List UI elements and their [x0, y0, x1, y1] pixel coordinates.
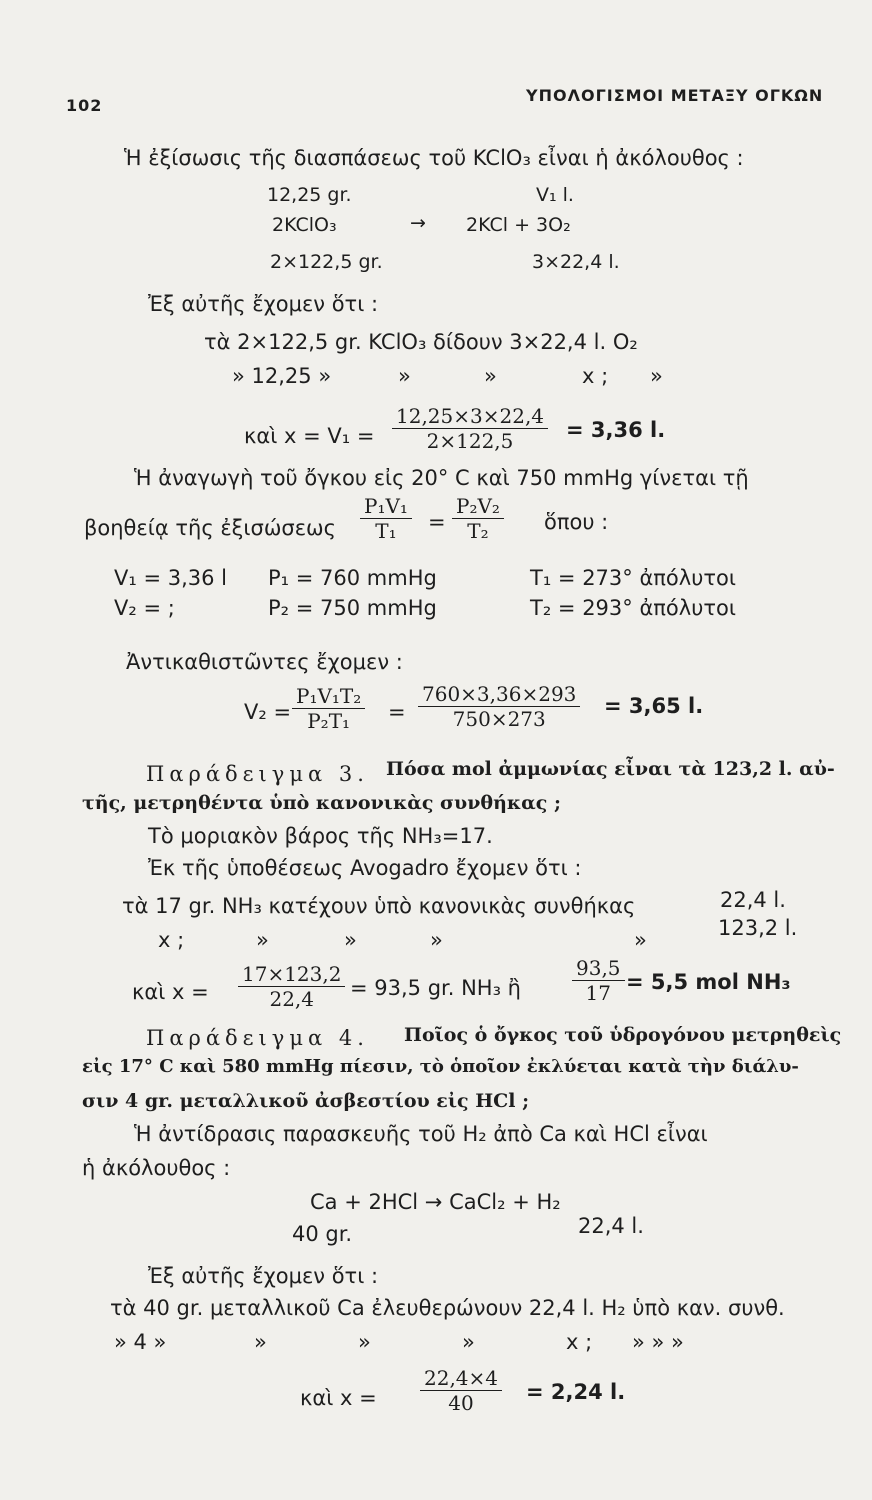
example-4-question-2: εἰς 17° C καὶ 580 mmHg πίεσιν, τὸ ὁποῖον ἐκλύεται κατὰ τὴν διάλυ- [82, 1056, 799, 1077]
fraction-v1-denominator: 2×122,5 [426, 429, 514, 453]
reaction-arrow: → [410, 212, 426, 234]
ex3-proportion-2-value: 123,2 l. [718, 916, 798, 940]
fraction-v2-numeric [418, 682, 580, 731]
ex3-ditto-e: » [634, 928, 647, 952]
example-4-question-3: σιν 4 gr. μεταλλικοῦ ἀσβεστίου εἰς HCl ; [82, 1090, 530, 1112]
v2-equals: V₂ = [244, 700, 292, 724]
reduction-line: Ἡ ἀναγωγὴ τοῦ ὄγκου εἰς 20° C καὶ 750 mmHg γίνεται τῇ [134, 466, 749, 490]
ex4-proportion-1: τὰ 40 gr. μεταλλικοῦ Ca ἐλευθερώνουν 22,4 l. H₂ ὑπὸ καν. συνθ. [110, 1296, 785, 1320]
proportion-ditto-c: » [484, 364, 497, 388]
fraction-v2-numeric-num: 760×3,36×293 [418, 682, 580, 707]
reaction-intro-2: ἡ ἀκόλουθος : [82, 1156, 231, 1180]
where-label: ὅπου : [544, 510, 609, 534]
reaction-volume-bottom: 3×22,4 l. [532, 251, 620, 273]
proportion-ditto-e: » [650, 364, 663, 388]
ca-hcl-equation: Ca + 2HCl → CaCl₂ + H₂ [310, 1190, 561, 1214]
gas-law-right-den: T₂ [467, 519, 489, 543]
ex3-and-x: καὶ x = [132, 980, 209, 1004]
avogadro-line: Ἐκ τῆς ὑποθέσεως Avogadro ἔχομεν ὅτι : [148, 856, 582, 880]
from-it-line: Ἐξ αὐτῆς ἔχομεν ὅτι : [148, 292, 379, 316]
ex3-fraction-1-num: 17×123,2 [238, 962, 345, 987]
substituting-line: Ἀντικαθιστῶντες ἔχομεν : [126, 650, 403, 674]
proportion-ditto-a: » 12,25 » [232, 364, 332, 388]
h2-volume: 22,4 l. [578, 1214, 644, 1238]
proportion-unknown: x ; [582, 364, 609, 388]
fraction-v2-symbolic-num: P₁V₁T₂ [292, 684, 365, 709]
fraction-v2-symbolic-den: P₂T₁ [307, 709, 351, 733]
ex4-and-x: καὶ x = [300, 1386, 377, 1410]
gas-law-left [360, 494, 412, 543]
gas-law-right-num: P₂V₂ [452, 494, 504, 519]
reaction-reactant: 2KClO₃ [272, 214, 337, 236]
ex4-unknown: x ; [566, 1330, 593, 1354]
reaction-mass-top: 12,25 gr. [267, 184, 352, 206]
proportion-ditto-b: » [398, 364, 411, 388]
ex3-result: = 5,5 mol NH₃ [626, 970, 791, 994]
ex3-ditto-b: » [256, 928, 269, 952]
ex4-fraction-den: 40 [448, 1391, 474, 1415]
fraction-v2-numeric-den: 750×273 [452, 707, 546, 731]
ex3-fraction-2-num: 93,5 [572, 956, 625, 981]
ex4-result: = 2,24 l. [526, 1380, 626, 1404]
ex3-fraction-1-den: 22,4 [269, 987, 314, 1011]
gas-law-left-den: T₁ [375, 519, 397, 543]
example-3-label: Παράδειγμα 3. [146, 762, 369, 786]
gas-law-left-num: P₁V₁ [360, 494, 412, 519]
ex4-fraction-num: 22,4×4 [420, 1366, 502, 1391]
and-x-v1: καὶ x = V₁ = [244, 424, 375, 448]
fraction-v2-symbolic [292, 684, 365, 733]
ex4-ditto-b: » [254, 1330, 267, 1354]
ca-mass: 40 gr. [292, 1222, 353, 1246]
fraction-v1 [392, 404, 548, 453]
gas-law-right [452, 494, 504, 543]
ex3-fraction-1 [238, 962, 345, 1011]
ex3-fraction-2 [572, 956, 625, 1005]
ex4-ditto-a: » 4 » [114, 1330, 167, 1354]
ex4-ditto-d: » [462, 1330, 475, 1354]
value-v2: V₂ = ; [114, 596, 175, 620]
ex3-fraction-2-den: 17 [585, 981, 611, 1005]
reaction-products: 2KCl + 3O₂ [466, 214, 571, 236]
result-v1: = 3,36 l. [566, 418, 666, 442]
value-p2: P₂ = 750 mmHg [268, 596, 437, 620]
reaction-mass-bottom: 2×122,5 gr. [270, 251, 383, 273]
ex4-ditto-f: » » » [632, 1330, 684, 1354]
ex4-from-it: Ἐξ αὐτῆς ἔχομεν ὅτι : [148, 1264, 379, 1288]
value-p1: P₁ = 760 mmHg [268, 566, 437, 590]
example-3-question-1: Πόσα mol ἀμμωνίας εἶναι τὰ 123,2 l. αὐ- [386, 758, 835, 780]
value-t1: T₁ = 273° ἀπόλυτοι [530, 566, 736, 590]
fraction-v1-numerator: 12,25×3×22,4 [392, 404, 548, 429]
molar-mass-line: Τὸ μοριακὸν βάρος τῆς NH₃=17. [148, 824, 493, 848]
ex3-proportion-1-value: 22,4 l. [720, 888, 786, 912]
example-3-question-2: τῆς, μετρηθέντα ὑπὸ κανονικὰς συνθήκας ; [82, 792, 561, 814]
v2-equals-2: = [388, 700, 406, 724]
ex3-proportion-1: τὰ 17 gr. NH₃ κατέχουν ὑπὸ κανονικὰς συνθήκας [122, 894, 636, 918]
gas-law-equals: = [428, 510, 446, 534]
reaction-intro-1: Ἡ ἀντίδρασις παρασκευῆς τοῦ H₂ ἀπὸ Ca καὶ HCl εἶναι [134, 1122, 708, 1146]
page-number: 102 [66, 96, 103, 115]
value-v1: V₁ = 3,36 l [114, 566, 227, 590]
running-title: ΥΠΟΛΟΓΙΣΜΟΙ ΜΕΤΑΞΥ ΟΓΚΩΝ [526, 86, 824, 105]
proportion-line-1: τὰ 2×122,5 gr. KClO₃ δίδουν 3×22,4 l. O₂ [204, 330, 638, 354]
ex3-ditto-c: » [344, 928, 357, 952]
help-of-equation: βοηθείᾳ τῆς ἐξισώσεως [84, 516, 336, 540]
example-4-label: Παράδειγμα 4. [146, 1026, 369, 1050]
ex4-fraction [420, 1366, 502, 1415]
ex3-ditto-d: » [430, 928, 443, 952]
ex3-mid: = 93,5 gr. NH₃ ἢ [350, 976, 521, 1000]
value-t2: T₂ = 293° ἀπόλυτοι [530, 596, 736, 620]
example-4-question-1: Ποῖος ὁ ὄγκος τοῦ ὑδρογόνου μετρηθεὶς [404, 1024, 842, 1046]
ex4-ditto-c: » [358, 1330, 371, 1354]
ex3-unknown: x ; [158, 928, 185, 952]
reaction-volume-top: V₁ l. [536, 184, 574, 206]
decomposition-intro: Ἡ ἐξίσωσις τῆς διασπάσεως τοῦ KClO₃ εἶναι ἡ ἀκόλουθος : [124, 146, 744, 170]
result-v2: = 3,65 l. [604, 694, 704, 718]
